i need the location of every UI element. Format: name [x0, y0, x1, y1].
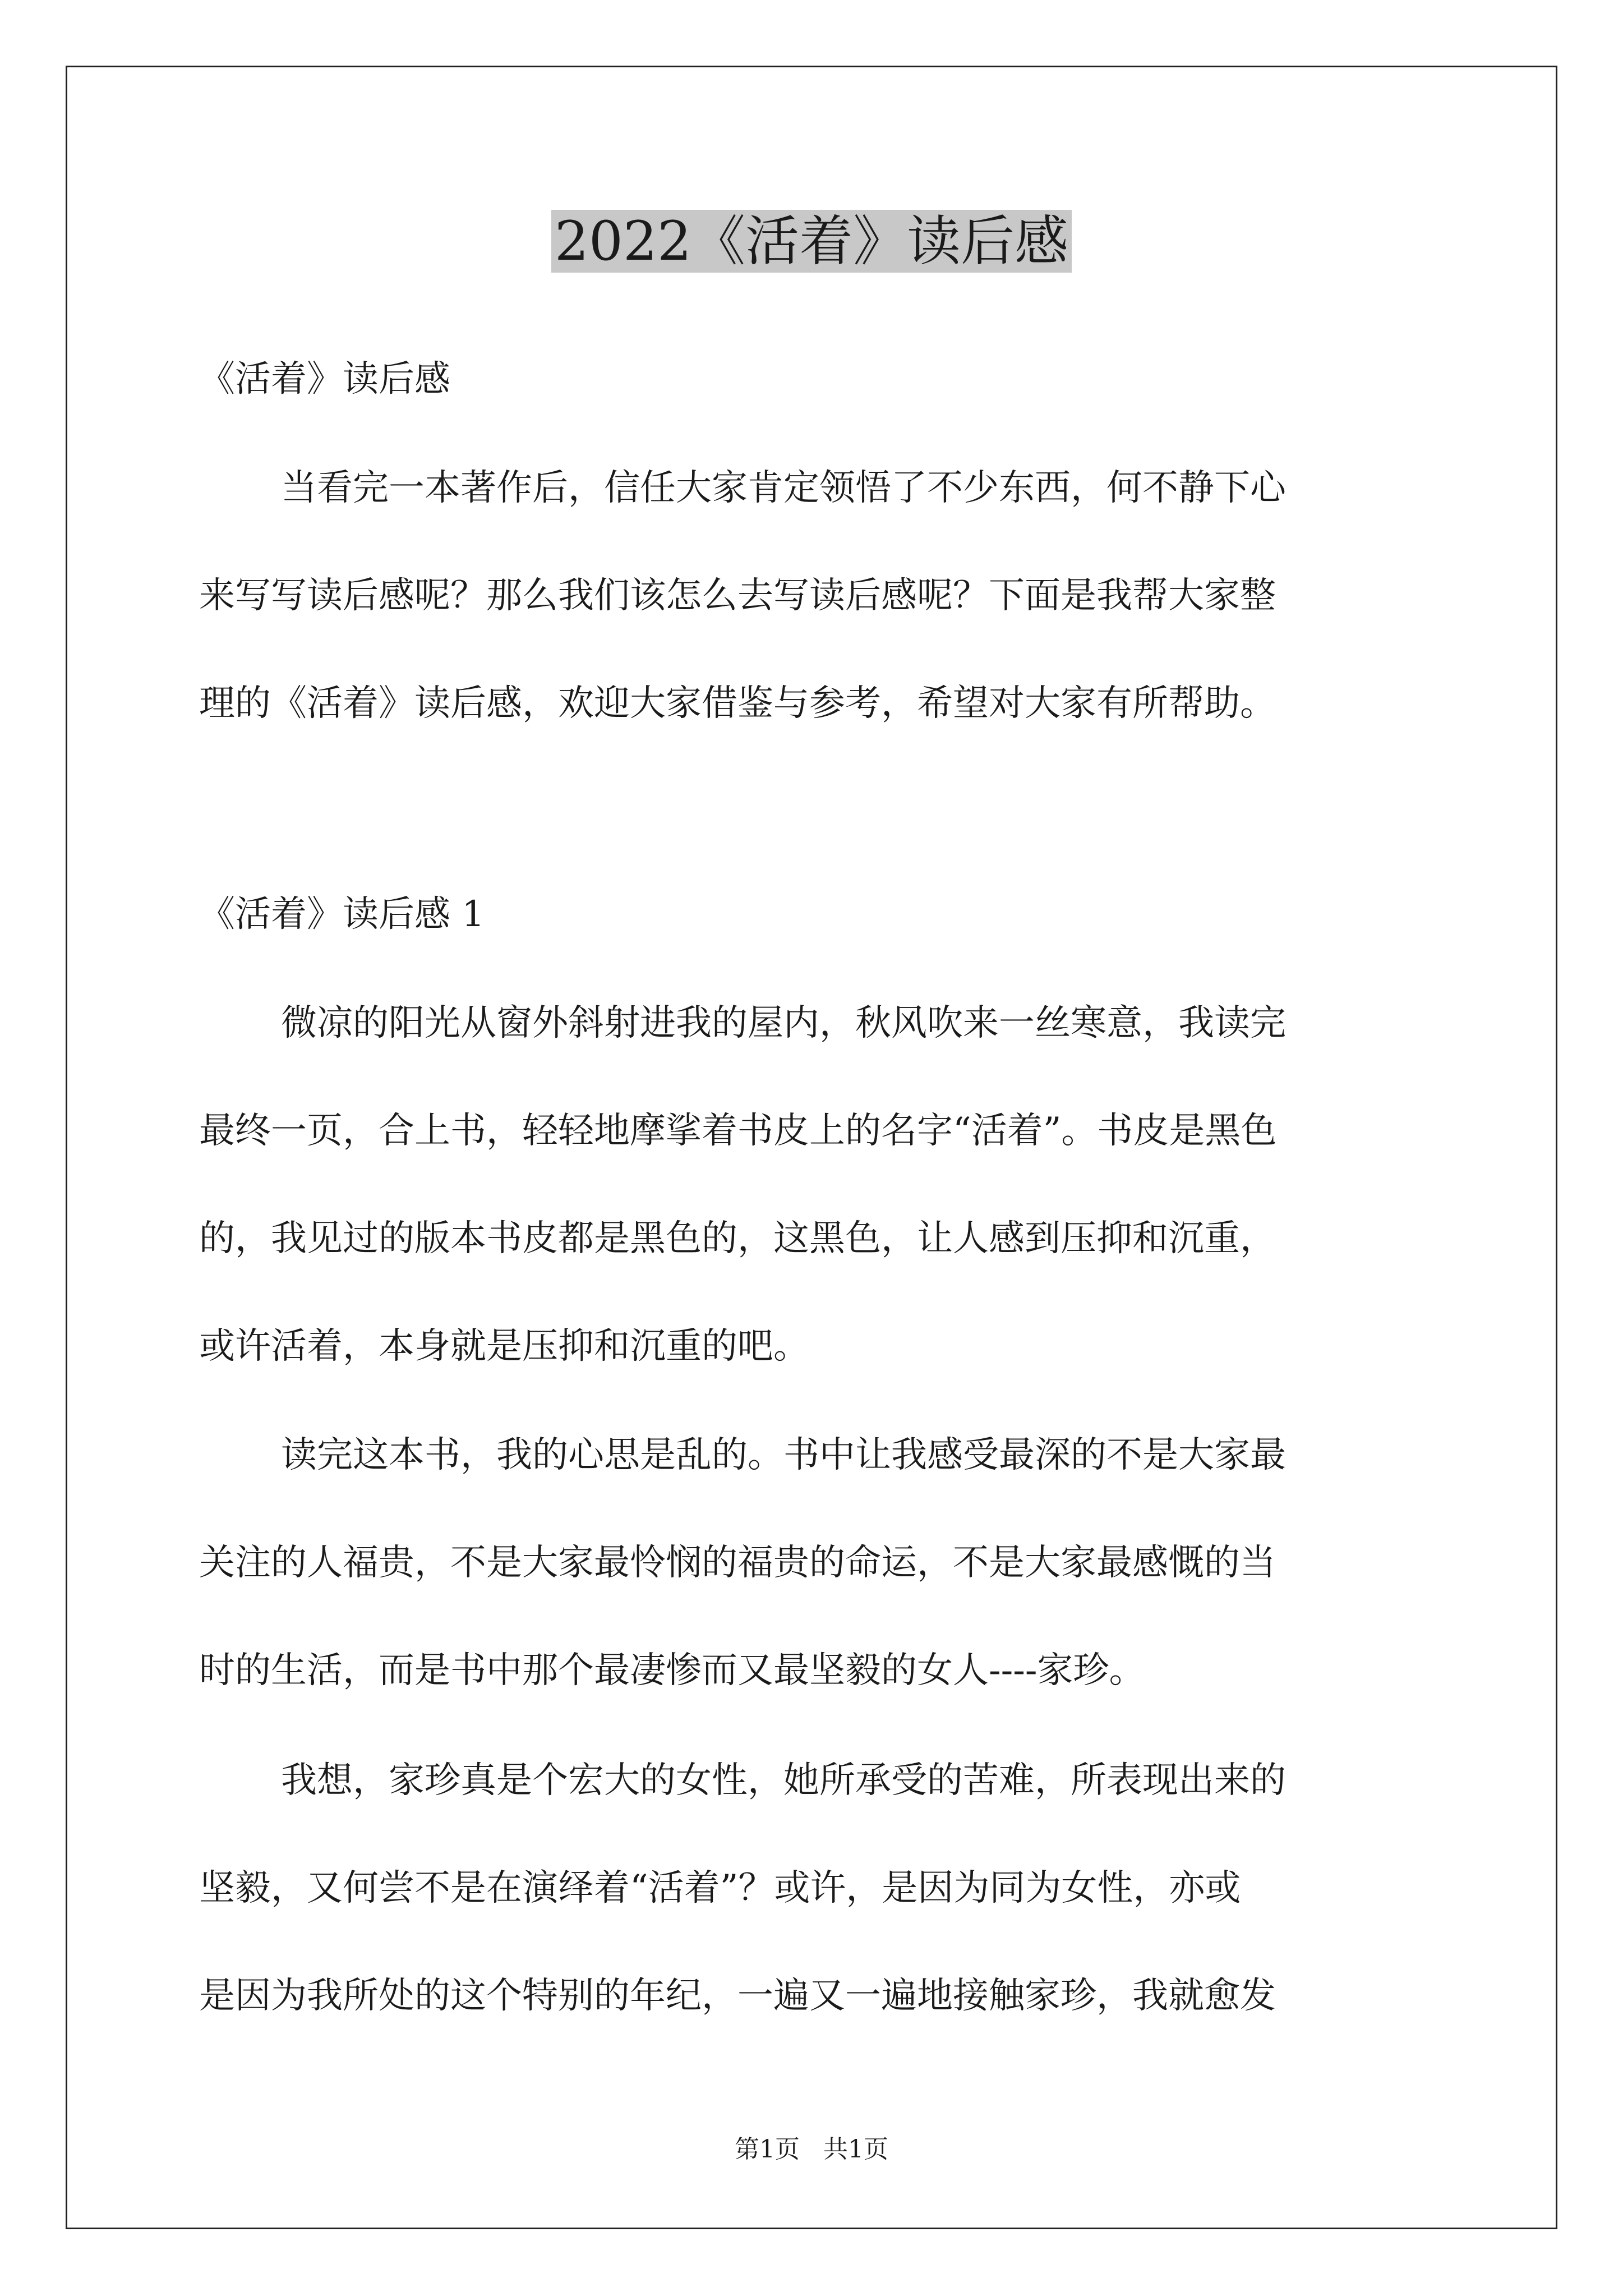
body-paragraph-3 [199, 1758, 1433, 2018]
intro-heading: 《活着》读后感 [199, 358, 450, 400]
paragraph-line: 微凉的阳光从窗外斜射进我的屋内，秋风吹来一丝寒意，我读完 [281, 1002, 1286, 1044]
paragraph-line: 当看完一本著作后，信任大家肯定领悟了不少东西，何不静下心 [281, 467, 1286, 509]
document-title [0, 202, 1623, 280]
body-paragraph-2 [199, 1433, 1433, 1693]
paragraph-line: 读完这本书，我的心思是乱的。书中让我感受最深的不是大家最 [281, 1434, 1286, 1476]
intro-paragraph [199, 466, 1433, 726]
paragraph-line: 关注的人福贵，不是大家最怜悯的福贵的命运，不是大家最感慨的当 [199, 1542, 1276, 1584]
paragraph-line: 时的生活，而是书中那个最凄惨而又最坚毅的女人----家珍。 [199, 1650, 1145, 1691]
paragraph-line: 最终一页，合上书，轻轻地摩挲着书皮上的名字“活着”。书皮是黑色 [199, 1110, 1277, 1152]
paragraph-line: 理的《活着》读后感，欢迎大家借鉴与参考，希望对大家有所帮助。 [199, 683, 1276, 724]
section-heading: 《活着》读后感 1 [199, 894, 485, 935]
paragraph-line: 的，我见过的版本书皮都是黑色的，这黑色，让人感到压抑和沉重， [199, 1218, 1276, 1259]
paragraph-line: 或许活着，本身就是压抑和沉重的吧。 [199, 1326, 809, 1367]
document-title-text: 2022《活着》读后感 [551, 210, 1072, 273]
paragraph-line: 来写写读后感呢？那么我们该怎么去写读后感呢？下面是我帮大家整 [199, 575, 1276, 616]
page-footer: 第1页 共1页 [735, 2135, 888, 2164]
paragraph-line: 是因为我所处的这个特别的年纪，一遍又一遍地接触家珍，我就愈发 [199, 1975, 1276, 2017]
paragraph-line: 坚毅，又何尝不是在演绎着“活着”？或许，是因为同为女性，亦或 [199, 1867, 1241, 1909]
paragraph-line: 我想，家珍真是个宏大的女性，她所承受的苦难，所表现出来的 [281, 1760, 1286, 1801]
body-paragraph-1 [199, 1001, 1433, 1369]
